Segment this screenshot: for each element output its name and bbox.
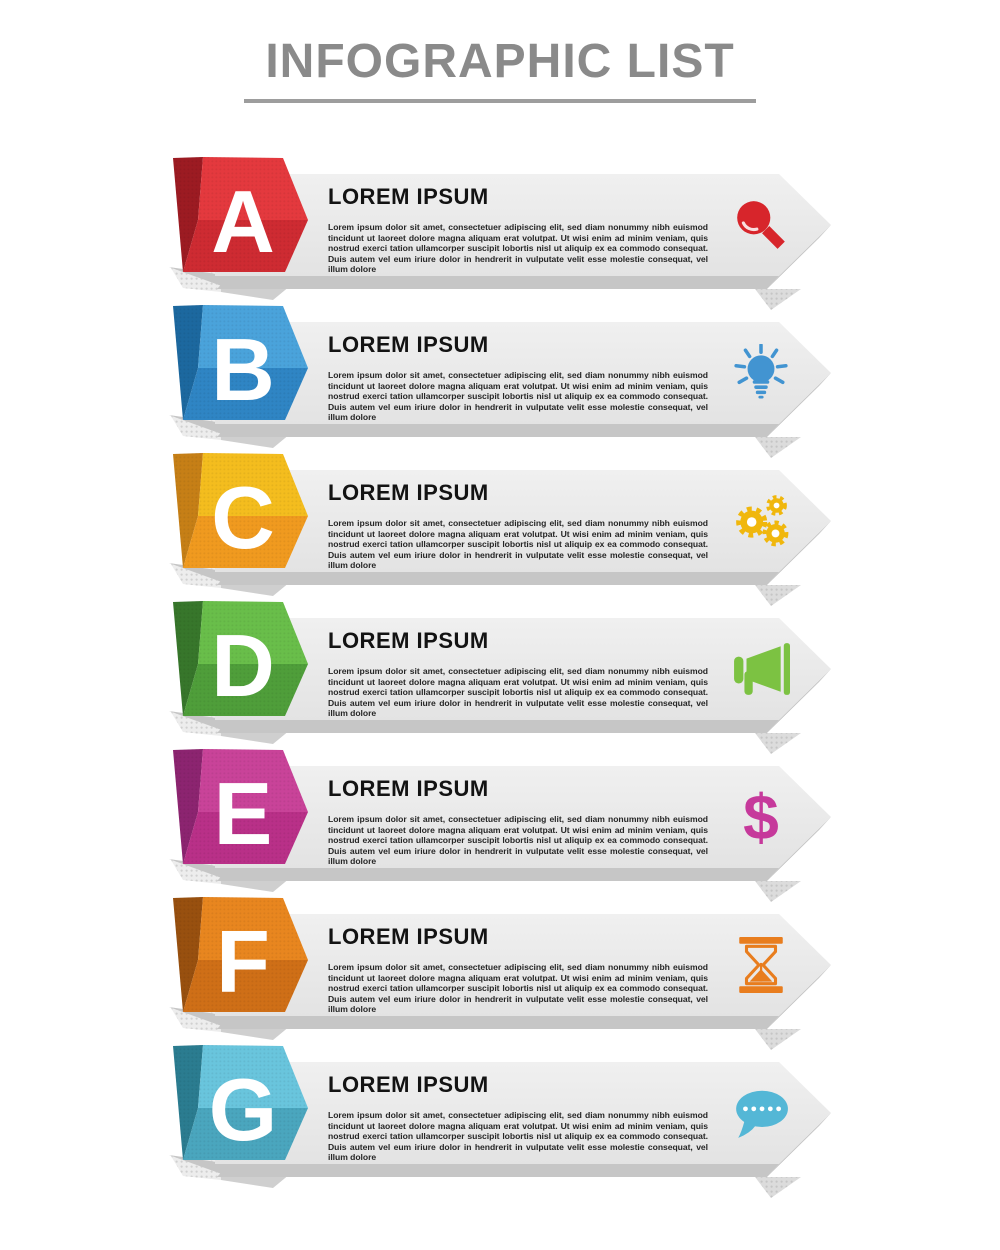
letter-badge: C [211,468,275,567]
title-underline [244,99,756,103]
item-heading: LOREM IPSUM [328,480,489,505]
item-body: Lorem ipsum dolor sit amet, consectetuer adipiscing elit, sed diam nonummy nibh euismod tincidunt ut laoreet dolore magna aliquam erat volutpat. Ut wisi enim ad minim veniam, quis nostrud exerci tation ullamcorper suscipit lobortis nisl ut aliquip ex ea commodo consequat. Duis autem vel eum iriure dolor in hendrerit in vulputate velit esse molestie consequat, vel illum dolore [328,222,708,275]
letter-badge: F [216,912,270,1011]
item-body: Lorem ipsum dolor sit amet, consectetuer adipiscing elit, sed diam nonummy nibh euismod tincidunt ut laoreet dolore magna aliquam erat volutpat. Ut wisi enim ad minim veniam, quis nostrud exerci tation ullamcorper suscipit lobortis nisl ut aliquip ex ea commodo consequat. Duis autem vel eum iriure dolor in hendrerit in vulputate velit esse molestie consequat, vel illum dolore [328,962,708,1015]
item-heading: LOREM IPSUM [328,184,489,209]
speech-bubble-icon [732,1084,790,1142]
gears-icon [732,492,790,550]
search-icon [732,196,790,254]
letter-badge: B [211,320,275,419]
list-item-d [155,596,855,766]
item-body: Lorem ipsum dolor sit amet, consectetuer adipiscing elit, sed diam nonummy nibh euismod tincidunt ut laoreet dolore magna aliquam erat volutpat. Ut wisi enim ad minim veniam, quis nostrud exerci tation ullamcorper suscipit lobortis nisl ut aliquip ex ea commodo consequat. Duis autem vel eum iriure dolor in hendrerit in vulputate velit esse molestie consequat, vel illum dolore [328,814,708,867]
item-heading: LOREM IPSUM [328,1072,489,1097]
item-heading: LOREM IPSUM [328,776,489,801]
list-item-b [155,300,855,470]
megaphone-icon [732,640,790,698]
dollar-icon [732,788,790,846]
item-body: Lorem ipsum dolor sit amet, consectetuer adipiscing elit, sed diam nonummy nibh euismod tincidunt ut laoreet dolore magna aliquam erat volutpat. Ut wisi enim ad minim veniam, quis nostrud exerci tation ullamcorper suscipit lobortis nisl ut aliquip ex ea commodo consequat. Duis autem vel eum iriure dolor in hendrerit in vulputate velit esse molestie consequat, vel illum dolore [328,666,708,719]
svg-text:$: $ [743,788,779,846]
item-body: Lorem ipsum dolor sit amet, consectetuer adipiscing elit, sed diam nonummy nibh euismod tincidunt ut laoreet dolore magna aliquam erat volutpat. Ut wisi enim ad minim veniam, quis nostrud exerci tation ullamcorper suscipit lobortis nisl ut aliquip ex ea commodo consequat. Duis autem vel eum iriure dolor in hendrerit in vulputate velit esse molestie consequat, vel illum dolore [328,370,708,423]
page-header [0,0,1000,103]
item-heading: LOREM IPSUM [328,332,489,357]
list-item-f [155,892,855,1062]
item-heading: LOREM IPSUM [328,924,489,949]
letter-badge: D [211,616,275,715]
item-heading: LOREM IPSUM [328,628,489,653]
list-item-g [155,1040,855,1210]
lightbulb-icon [732,344,790,402]
letter-badge: A [211,172,275,271]
hourglass-icon [732,936,790,994]
item-body: Lorem ipsum dolor sit amet, consectetuer adipiscing elit, sed diam nonummy nibh euismod tincidunt ut laoreet dolore magna aliquam erat volutpat. Ut wisi enim ad minim veniam, quis nostrud exerci tation ullamcorper suscipit lobortis nisl ut aliquip ex ea commodo consequat. Duis autem vel eum iriure dolor in hendrerit in vulputate velit esse molestie consequat, vel illum dolore [328,1110,708,1163]
page-title: INFOGRAPHIC LIST [265,35,735,88]
list-item-c [155,448,855,618]
list-item-a [155,152,855,322]
item-body: Lorem ipsum dolor sit amet, consectetuer adipiscing elit, sed diam nonummy nibh euismod tincidunt ut laoreet dolore magna aliquam erat volutpat. Ut wisi enim ad minim veniam, quis nostrud exerci tation ullamcorper suscipit lobortis nisl ut aliquip ex ea commodo consequat. Duis autem vel eum iriure dolor in hendrerit in vulputate velit esse molestie consequat, vel illum dolore [328,518,708,571]
letter-badge: G [208,1060,278,1159]
list-item-e [155,744,855,914]
letter-badge: E [213,764,273,863]
